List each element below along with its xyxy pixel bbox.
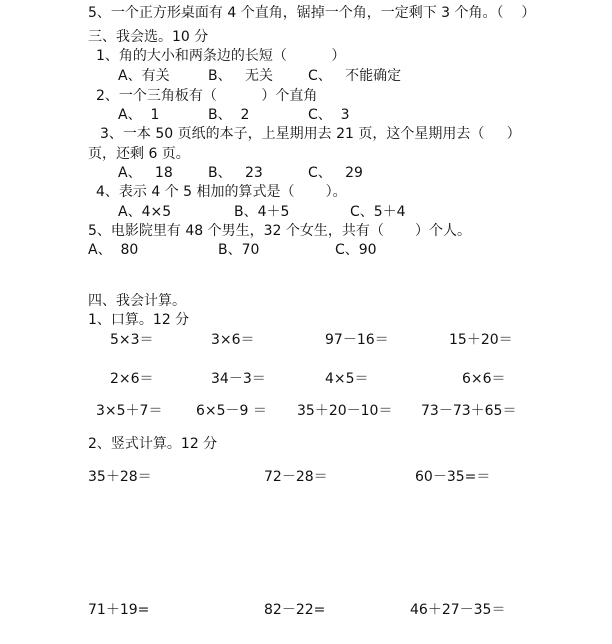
choice-q5-option-c: C、90 <box>335 242 377 258</box>
choice-q5-stem: 5、电影院里有 48 个男生，32 个女生，共有（ ）个人。 <box>88 223 472 239</box>
choice-q3-stem-continued: 页，还剩 6 页。 <box>88 146 190 162</box>
section-4-title: 四、我会计算。 <box>88 293 186 309</box>
choice-q1-option-c: C、 不能确定 <box>308 68 402 84</box>
oral-calc-item: 73－73＋65＝ <box>421 403 517 419</box>
oral-calc-item: 6×5－9 ＝ <box>196 403 267 419</box>
choice-q3-option-c: C、 29 <box>308 165 363 181</box>
vertical-calc-item: 35＋28＝ <box>88 469 152 485</box>
choice-q4-option-b: B、4＋5 <box>234 204 290 220</box>
choice-q5-option-b: B、70 <box>218 242 260 258</box>
oral-calc-item: 15＋20＝ <box>449 332 513 348</box>
vertical-calc-item: 71＋19= <box>88 602 150 618</box>
choice-q1-stem: 1、角的大小和两条边的长短（ ） <box>96 48 346 64</box>
judge-question-5: 5、一个正方形桌面有 4 个直角，锯掉一个角，一定剩下 3 个角。（ ） <box>88 5 536 21</box>
oral-calc-item: 5×3＝ <box>110 332 154 348</box>
choice-q3-option-b: B、 23 <box>208 165 263 181</box>
vertical-calc-item: 82－22= <box>264 602 326 618</box>
oral-calc-item: 34－3＝ <box>211 371 266 387</box>
oral-calc-item: 6×6＝ <box>462 371 506 387</box>
vertical-calc-title: 2、竖式计算。12 分 <box>88 436 218 452</box>
vertical-calc-item: 46＋27－35＝ <box>410 602 506 618</box>
choice-q5-option-a: A、 80 <box>88 242 139 258</box>
choice-q2-option-a: A、 1 <box>118 107 160 123</box>
choice-q3-stem: 3、一本 50 页纸的本子，上星期用去 21 页，这个星期用去（ ） <box>100 126 521 142</box>
choice-q3-option-a: A、 18 <box>118 165 173 181</box>
oral-calc-title: 1、口算。12 分 <box>88 312 190 328</box>
choice-q1-option-b: B、 无关 <box>208 68 273 84</box>
choice-q2-stem: 2、一个三角板有（ ）个直角 <box>96 88 318 104</box>
vertical-calc-item: 60－35=＝ <box>415 469 491 485</box>
oral-calc-item: 2×6＝ <box>110 371 154 387</box>
vertical-calc-item: 72－28＝ <box>264 469 328 485</box>
choice-q4-stem: 4、表示 4 个 5 相加的算式是（ ）。 <box>96 184 347 200</box>
oral-calc-item: 3×5＋7＝ <box>96 403 163 419</box>
oral-calc-item: 3×6＝ <box>211 332 255 348</box>
choice-q2-option-b: B、 2 <box>208 107 250 123</box>
section-3-title: 三、我会选。10 分 <box>88 29 209 45</box>
choice-q2-option-c: C、 3 <box>308 107 350 123</box>
choice-q4-option-c: C、5＋4 <box>350 204 406 220</box>
choice-q1-option-a: A、有关 <box>118 68 170 84</box>
oral-calc-item: 97－16＝ <box>325 332 389 348</box>
choice-q4-option-a: A、4×5 <box>118 204 172 220</box>
oral-calc-item: 35＋20－10＝ <box>297 403 393 419</box>
oral-calc-item: 4×5＝ <box>325 371 369 387</box>
